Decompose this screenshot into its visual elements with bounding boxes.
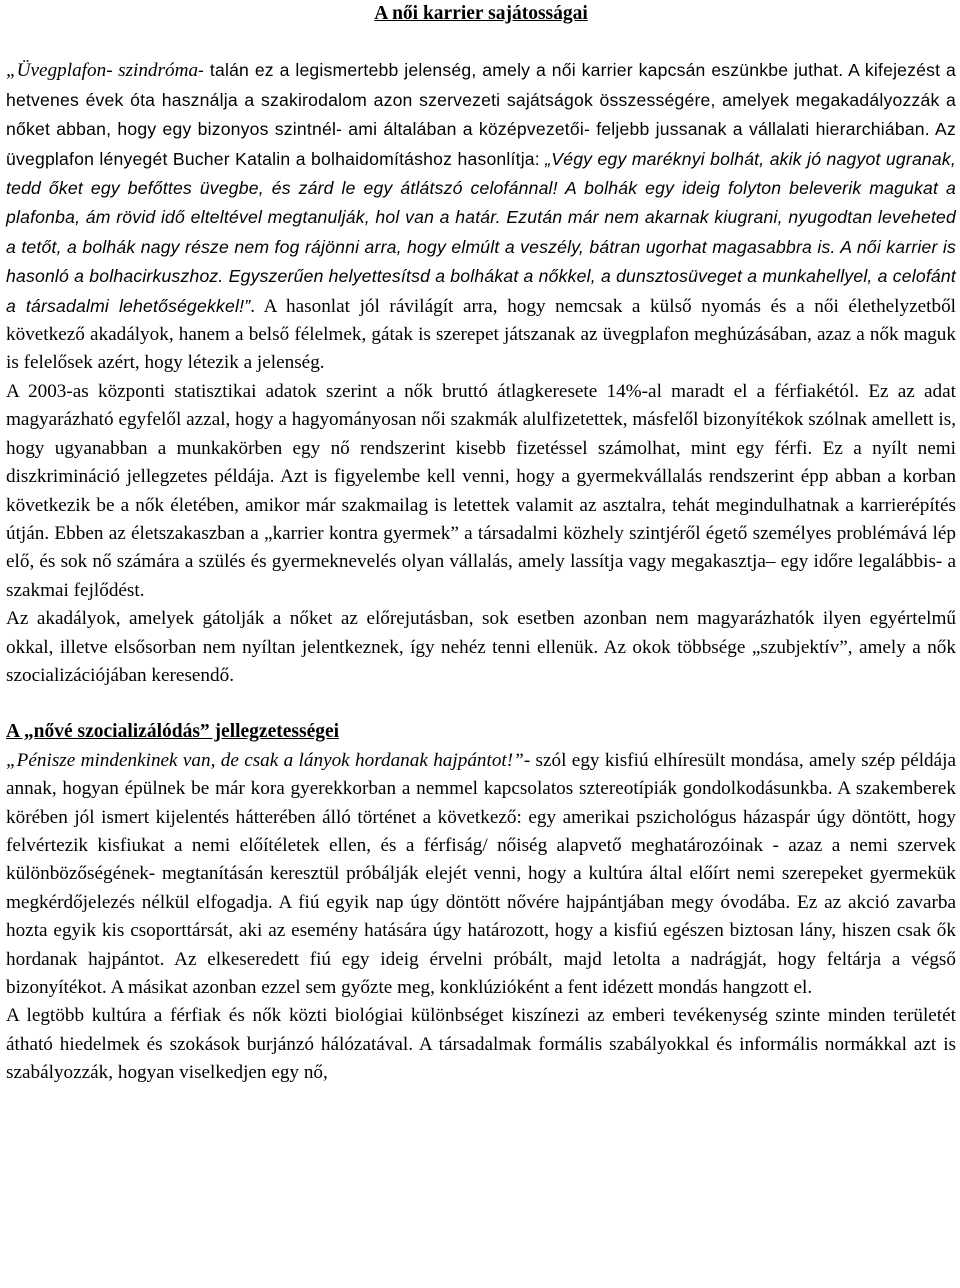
paragraph-hairband-story — [6, 747, 956, 1003]
paragraph-glass-ceiling — [6, 56, 956, 377]
document-title: A női karrier sajátosságai — [374, 3, 588, 24]
hairband-story: - szól egy kisfiú elhíresült mondása, amely szép példája annak, hogyan épülnek be már kora gyerekkorban a nemmel kapcsolatos sztereotípiák gondolkodásunkba. A szakemberek körében jól ismert kijelentés hátterében álló történet a következő: egy amerikai pszichológus házaspár úgy döntött, hogy felvértezik kisfiukat a nemi előítéletek ellen, és a férfiság/ nőiség alapvető meghatározóinak - azaz a nemi szervek különbözőségének- megtanításán keresztül próbálják elejét venni, hogy a kultúra által előírt nemi szerepeket gyermekük megkérdőjelezés nélkül elfogadja. A fiú egyik nap úgy döntött nővére hajpántjában megy óvodába. Ez az akció zavarba hozta egyik kis csoporttársát, aki az esemény hatására úgy határozott, hogy a kisfiú egészen biztosan lány, hiszen csak ők hordanak hajpántot. Az elkeseredett fiú egy ideig érvelni próbált, majd letolta a nadrágját, hogy feltárja a végső bizonyítékot. A másikat azonban ezzel sem győzte meg, konklúzióként a fent idézett mondás hangzott el. — [6, 749, 956, 998]
glass-ceiling-conclusion: . A hasonlat jól rávilágít arra, hogy nemcsak a külső nyomás és a női élethelyzetből következő akadályok, hanem a belső félelmek, gátak is szerepet játszanak az üvegplafon meghúzásában, azaz a nők maguk is felelősek azért, hogy létezik a jelenség. — [6, 295, 956, 374]
paragraph-statistics: A 2003-as központi statisztikai adatok szerint a nők bruttó átlagkeresete 14%-al maradt el a férfiakétól. Ez az adat magyarázható egyfelől azzal, hogy a hagyományosan női szakmák alulfizetettek, másfelől bizonyítékok szólnak amellett is, hogy ugyanabban a munkakörben egy nő rendszerint kisebb fizetéssel számolhat, mint egy férfi. Ez a nyílt nemi diszkrimináció jellegzetes példája. Azt is figyelembe kell venni, hogy a gyermekvállalás rendszerint épp abban a korban következik be a nők életében, amikor már szakmailag is letettek valamit az asztalra, tehát megindulhatnak a karrierépítés útján. Ebben az életszakaszban a „karrier kontra gyermek” a társadalmi közhely szintjéről égető személyes problémává lép elő, és sok nő számára a szülés és gyermeknevelés olyan vállalás, amely lassítja vagy megakasztja– egy időre legalábbis- a szakmai fejlődést. — [6, 380, 956, 601]
hairband-quote: „Pénisze mindenkinek van, de csak a lányok hordanak hajpántot!” — [6, 749, 524, 771]
section-heading-socialization: A „nővé szocializálódás” jellegzetességei — [6, 721, 340, 743]
glass-ceiling-intro: - talán ez a legismertebb jelenség, amely a női karrier kapcsán eszünkbe juthat. A kifejezést a hetvenes évek óta használja a szakirodalom azon szervezeti sajátságok összességére, amelyek megakadályozzák a nőket abban, hogy egy bizonyos szintnél- ami általában a középvezetői- feljebb jussanak a vállalati hierarchiában. Az üvegplafon lényegét Bucher Katalin a bolhaidomításhoz hasonlítja: — [6, 60, 957, 169]
flea-quote: „Végy egy maréknyi bolhát, akik jó nagyot ugranak, tedd őket egy befőttes üvegbe, és zárd le egy átlátszó celofánnal! A bolhák egy ideig folyton beleverik magukat a plafonba, ám rövid idő elteltével megtanulják, hol van a határ. Ezután már nem akarnak kiugrani, nyugodtan leveheted a tetőt, a bolhák nagy része nem fog rájönni arra, hogy elmúlt a veszély, bátran ugorhat magasabbra is. A női karrier is hasonló a bolhacirkuszhoz. Egyszerűen helyettesítsd a bolhákat a nőkkel, a dunsztosüveget a munkahellyel, a celofánt a társadalmi lehetőségekkel!” — [6, 148, 956, 316]
paragraph-culture: A legtöbb kultúra a férfiak és nők közti biológiai különbséget kiszínezi az emberi tevékenység szinte minden területét átható hiedelmek és szokások burjánzó hálózatával. A társadalmak formális szabályokkal és informális normákkal azt is szabályozzák, hogyan viselkedjen egy nő, — [6, 1005, 956, 1084]
glass-ceiling-term: „Üvegplafon- szindróma — [6, 60, 199, 82]
paragraph-obstacles: Az akadályok, amelyek gátolják a nőket az előrejutásban, sok esetben azonban nem magyarázhatók ilyen egyértelmű okkal, illetve elsősorban nem nyíltan jelentkeznek, így nehéz tenni ellenük. Az okok többsége „szubjektív”, amely a nők szocializációjában keresendő. — [6, 608, 956, 686]
document-page — [6, 0, 956, 1088]
